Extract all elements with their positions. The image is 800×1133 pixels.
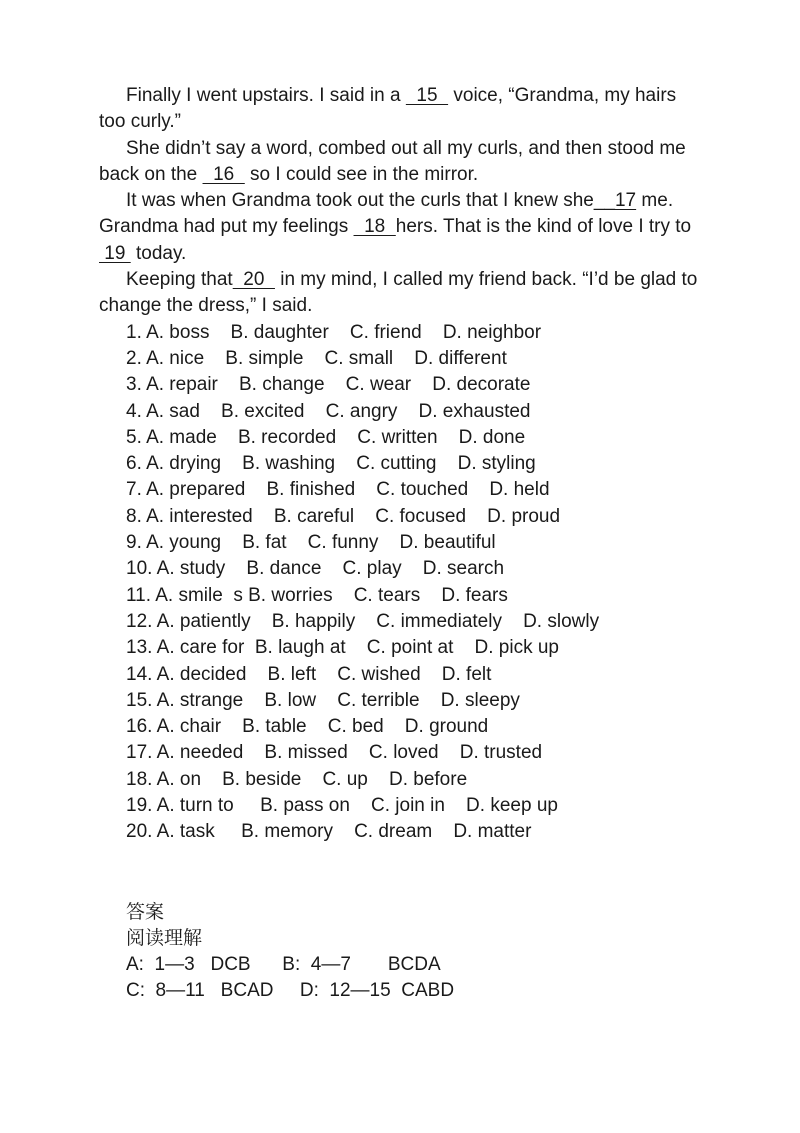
passage-text: me. Grandma had put my feelings bbox=[99, 190, 674, 238]
option-list bbox=[99, 320, 699, 846]
option-row: 12. A. patiently B. happily C. immediately D. slowly bbox=[126, 610, 600, 632]
passage-text: Keeping that bbox=[126, 269, 233, 291]
passage-paragraph bbox=[99, 267, 699, 320]
answer-section bbox=[126, 899, 454, 1004]
blank-number: 16 bbox=[202, 163, 245, 185]
passage-text: today. bbox=[130, 242, 187, 264]
document-page bbox=[99, 83, 699, 846]
blank-number: 19 bbox=[99, 242, 131, 264]
option-row: 9. A. young B. fat C. funny D. beautiful bbox=[126, 532, 496, 554]
passage-text: It was when Grandma took out the curls that I knew she bbox=[126, 190, 594, 212]
option-row: 18. A. on B. beside C. up D. before bbox=[126, 768, 468, 790]
option-row: 14. A. decided B. left C. wished D. felt bbox=[126, 663, 492, 685]
option-row: 16. A. chair B. table C. bed D. ground bbox=[126, 716, 489, 738]
passage-text: so I could see in the mirror. bbox=[244, 163, 479, 185]
option-row: 1. A. boss B. daughter C. friend D. neighbor bbox=[126, 321, 542, 343]
option-row: 6. A. drying B. washing C. cutting D. styling bbox=[126, 453, 536, 475]
option-row: 4. A. sad B. excited C. angry D. exhausted bbox=[126, 400, 531, 422]
option-row: 10. A. study B. dance C. play D. search bbox=[126, 558, 505, 580]
passage-text: She didn’t say a word, combed out all my curls, and then stood me back on the bbox=[99, 137, 686, 185]
answer-row: C: 8—11 BCAD D: 12—15 CABD bbox=[126, 979, 455, 1001]
blank-number: __17 bbox=[593, 190, 637, 212]
option-row: 13. A. care for B. laugh at C. point at D. pick up bbox=[126, 637, 560, 659]
option-row: 5. A. made B. recorded C. written D. done bbox=[126, 426, 526, 448]
blank-number: 18 bbox=[353, 216, 396, 238]
passage bbox=[99, 83, 699, 320]
blank-number: 20 bbox=[232, 269, 275, 291]
option-row: 3. A. repair B. change C. wear D. decorate bbox=[126, 374, 531, 396]
passage-paragraph bbox=[99, 83, 699, 136]
option-row: 17. A. needed B. missed C. loved D. trusted bbox=[126, 742, 543, 764]
option-row: 19. A. turn to B. pass on C. join in D. keep up bbox=[126, 795, 558, 817]
option-row: 2. A. nice B. simple C. small D. different bbox=[126, 347, 507, 369]
passage-text: voice, “Grandma, my hairs too curly.” bbox=[99, 85, 677, 133]
passage-paragraph bbox=[99, 188, 699, 267]
option-row: 20. A. task B. memory C. dream D. matter bbox=[126, 821, 532, 843]
passage-text: in my mind, I called my friend back. “I’d be glad to change the dress,” I said. bbox=[99, 269, 698, 317]
blank-number: 15 bbox=[405, 85, 449, 106]
passage-paragraph bbox=[99, 136, 699, 189]
option-row: 15. A. strange B. low C. terrible D. sleepy bbox=[126, 689, 520, 711]
answer-heading: 答案 bbox=[126, 901, 165, 923]
passage-text: hers. That is the kind of love I try to bbox=[395, 216, 692, 238]
answer-section-title: 阅读理解 bbox=[126, 927, 203, 950]
option-row: 11. A. smile s B. worries C. tears D. fears bbox=[126, 584, 508, 606]
answer-row: A: 1—3 DCB B: 4—7 BCDA bbox=[126, 953, 441, 975]
option-row: 8. A. interested B. careful C. focused D. proud bbox=[126, 505, 561, 527]
passage-text: Finally I went upstairs. I said in a bbox=[126, 85, 406, 106]
option-row: 7. A. prepared B. finished C. touched D. held bbox=[126, 479, 550, 501]
